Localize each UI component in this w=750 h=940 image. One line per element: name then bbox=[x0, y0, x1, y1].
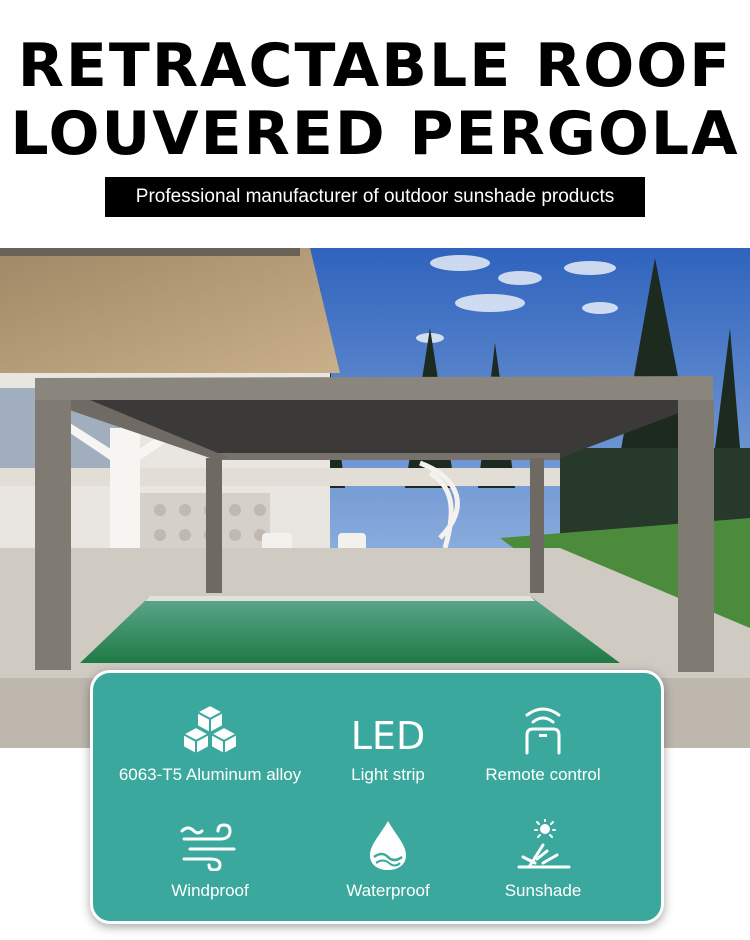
title-line-2: LOUVERED PERGOLA bbox=[10, 99, 740, 169]
feature-remote bbox=[448, 695, 638, 785]
feature-label: Sunshade bbox=[504, 881, 582, 900]
wind-icon bbox=[115, 811, 305, 871]
cubes-icon bbox=[115, 695, 305, 755]
feature-label: Waterproof bbox=[346, 881, 430, 900]
sun-shade-icon bbox=[448, 811, 638, 871]
watermark-logo: 도매시 bbox=[683, 898, 736, 918]
feature-sunshade bbox=[448, 811, 638, 901]
features-panel bbox=[90, 670, 664, 924]
feature-label: Light strip bbox=[351, 765, 425, 784]
feature-label: 6063-T5 Aluminum alloy bbox=[118, 765, 302, 784]
feature-label: Windproof bbox=[171, 881, 249, 900]
led-icon-text: LED bbox=[350, 714, 426, 758]
title-line-1: RETRACTABLE ROOF bbox=[17, 31, 733, 101]
feature-windproof bbox=[115, 811, 305, 901]
remote-control-icon bbox=[448, 695, 638, 755]
feature-label: Remote control bbox=[485, 765, 601, 784]
subtitle-banner: Professional manufacturer of outdoor sunshade products bbox=[105, 177, 645, 217]
feature-aluminum bbox=[115, 695, 305, 785]
